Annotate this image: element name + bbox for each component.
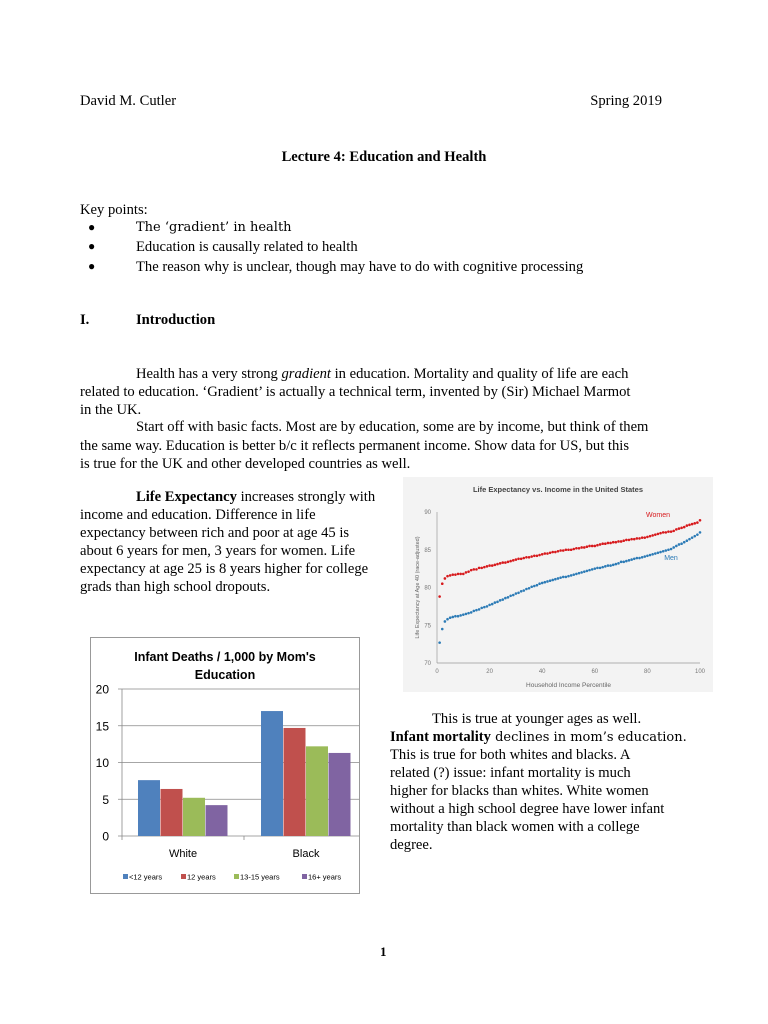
data-point-women xyxy=(638,537,641,540)
bold-term: Infant mortality xyxy=(390,729,491,745)
data-point-women xyxy=(575,547,578,550)
data-point-women xyxy=(559,549,562,552)
data-point-men xyxy=(594,567,597,570)
text: Health has a very strong xyxy=(136,366,282,382)
data-point-women xyxy=(596,544,599,547)
data-point-men xyxy=(580,571,583,574)
data-point-women xyxy=(501,561,504,564)
data-point-men xyxy=(546,580,549,583)
data-point-women xyxy=(578,547,581,550)
data-point-women xyxy=(507,561,510,564)
paragraph-line: This is true at younger ages as well. xyxy=(432,711,642,727)
paragraph-line xyxy=(136,488,375,506)
bullet-icon: ● xyxy=(88,220,96,234)
data-point-women xyxy=(683,526,686,529)
data-point-women xyxy=(496,563,499,566)
data-point-men xyxy=(578,572,581,575)
lecture-title: Lecture 4: Education and Health xyxy=(281,149,487,165)
data-point-women xyxy=(478,567,481,570)
data-point-women xyxy=(467,570,470,573)
bar-black xyxy=(261,711,283,836)
data-point-women xyxy=(533,554,536,557)
data-point-women xyxy=(601,542,604,545)
data-point-men xyxy=(451,616,454,619)
data-point-men xyxy=(628,559,631,562)
data-point-women xyxy=(522,557,525,560)
data-point-men xyxy=(483,606,486,609)
data-point-women xyxy=(686,524,689,527)
data-point-women xyxy=(591,545,594,548)
author: David M. Cutler xyxy=(80,93,177,109)
data-point-men xyxy=(654,552,657,555)
data-point-women xyxy=(465,571,468,574)
data-point-men xyxy=(530,585,533,588)
data-point-women xyxy=(483,566,486,569)
data-point-men xyxy=(438,641,441,644)
data-point-women xyxy=(636,537,639,540)
emphasis: gradient xyxy=(281,366,331,382)
data-point-men xyxy=(617,562,620,565)
data-point-women xyxy=(512,559,515,562)
term: Spring 2019 xyxy=(590,93,662,109)
x-tick-label: 60 xyxy=(591,669,599,675)
data-point-men xyxy=(680,542,683,545)
data-point-men xyxy=(565,576,568,579)
data-point-men xyxy=(567,575,570,578)
data-point-men xyxy=(596,567,599,570)
data-point-women xyxy=(567,548,570,551)
paragraph-line: is true for the UK and other developed countries as well. xyxy=(80,456,411,472)
data-point-men xyxy=(662,550,665,553)
data-point-women xyxy=(536,554,539,557)
data-point-men xyxy=(612,564,615,567)
bar-white xyxy=(183,798,205,836)
data-point-women xyxy=(691,523,694,526)
data-point-women xyxy=(607,542,610,545)
data-point-men xyxy=(688,538,691,541)
data-point-men xyxy=(622,561,625,564)
data-point-men xyxy=(486,605,489,608)
bullet-icon: ● xyxy=(88,259,96,273)
data-point-men xyxy=(525,588,528,591)
data-point-men xyxy=(491,603,494,606)
data-point-women xyxy=(667,530,670,533)
data-point-men xyxy=(454,615,457,618)
legend-label: <12 years xyxy=(129,872,163,882)
data-point-women xyxy=(494,564,497,567)
infant-deaths-bar-chart xyxy=(90,637,360,894)
data-point-men xyxy=(473,610,476,613)
text: in education. Mortality and quality of life are each xyxy=(330,366,629,382)
bar-white xyxy=(161,789,183,836)
data-point-men xyxy=(446,618,449,621)
data-point-women xyxy=(572,548,575,551)
data-point-men xyxy=(557,577,560,580)
data-point-men xyxy=(501,598,504,601)
data-point-men xyxy=(509,595,512,598)
data-point-women xyxy=(491,564,494,567)
series-label-men: Men xyxy=(664,555,678,562)
paragraph-line xyxy=(390,728,687,747)
data-point-women xyxy=(449,574,452,577)
data-point-men xyxy=(538,582,541,585)
data-point-women xyxy=(515,558,518,561)
data-point-men xyxy=(457,615,460,618)
data-point-women xyxy=(554,551,557,554)
paragraph-line: in the UK. xyxy=(80,402,142,418)
data-point-women xyxy=(693,522,696,525)
data-point-men xyxy=(638,557,641,560)
data-point-men xyxy=(588,569,591,572)
y-tick-label: 80 xyxy=(424,585,431,592)
data-point-men xyxy=(691,536,694,539)
data-point-men xyxy=(630,558,633,561)
data-point-women xyxy=(609,542,612,545)
data-point-women xyxy=(672,530,675,533)
bullet-icon: ● xyxy=(88,239,96,253)
data-point-men xyxy=(572,573,575,576)
paragraph-line: This is true for both whites and blacks. A xyxy=(390,747,631,763)
data-point-men xyxy=(625,560,628,563)
data-point-women xyxy=(617,540,620,543)
x-axis-label: Household Income Percentile xyxy=(526,682,611,689)
chart-title: Life Expectancy vs. Income in the United States xyxy=(472,485,644,494)
data-point-men xyxy=(512,594,515,597)
y-tick-label: 85 xyxy=(424,547,431,554)
data-point-women xyxy=(454,573,457,576)
data-point-men xyxy=(544,581,547,584)
data-point-women xyxy=(451,573,454,576)
data-point-men xyxy=(678,543,681,546)
data-point-women xyxy=(459,573,462,576)
legend-swatch xyxy=(123,874,128,879)
y-tick-label: 90 xyxy=(424,510,431,516)
data-point-men xyxy=(507,596,510,599)
page-number: 1 xyxy=(380,944,387,959)
x-tick-label: 0 xyxy=(435,669,439,675)
data-point-women xyxy=(441,582,444,585)
data-point-women xyxy=(643,536,646,539)
bar-white xyxy=(206,805,228,836)
category-label: White xyxy=(168,848,198,860)
paragraph-line: Start off with basic facts. Most are by education, some are by income, but think of them xyxy=(136,419,649,435)
paragraph-line: grads than high school dropouts. xyxy=(80,579,271,595)
data-point-women xyxy=(659,532,662,535)
data-point-women xyxy=(696,521,699,524)
data-point-men xyxy=(607,564,610,567)
data-point-men xyxy=(659,551,662,554)
paragraph-line: about 6 years for men, 3 years for women. Life xyxy=(80,543,356,559)
data-point-men xyxy=(586,570,589,573)
data-point-women xyxy=(457,573,460,576)
data-point-women xyxy=(628,539,631,542)
data-point-women xyxy=(557,550,560,553)
data-point-women xyxy=(612,541,615,544)
data-point-men xyxy=(536,584,539,587)
data-point-women xyxy=(473,568,476,571)
data-point-men xyxy=(480,607,483,610)
data-point-men xyxy=(551,579,554,582)
life-expectancy-scatter-chart xyxy=(403,477,713,692)
bold-term: Life Expectancy xyxy=(136,489,237,505)
category-label: Black xyxy=(292,848,320,860)
bar-white xyxy=(138,780,160,836)
data-point-women xyxy=(583,546,586,549)
y-tick-label: 75 xyxy=(424,623,431,630)
data-point-women xyxy=(586,545,589,548)
data-point-women xyxy=(646,536,649,539)
key-point: The ‘gradient’ in health xyxy=(136,220,292,235)
data-point-women xyxy=(570,548,573,551)
y-tick-label: 0 xyxy=(102,829,109,844)
data-point-men xyxy=(475,609,478,612)
data-point-women xyxy=(541,553,544,556)
data-point-women xyxy=(480,567,483,570)
data-point-men xyxy=(601,566,604,569)
data-point-women xyxy=(588,545,591,548)
data-point-women xyxy=(678,527,681,530)
data-point-men xyxy=(657,551,660,554)
data-point-women xyxy=(462,573,465,576)
data-point-men xyxy=(504,597,507,600)
data-point-women xyxy=(657,533,660,536)
data-point-men xyxy=(665,549,668,552)
paragraph-line: mortality than black women with a college xyxy=(390,819,640,835)
data-point-men xyxy=(636,557,639,560)
data-point-women xyxy=(528,556,531,559)
key-point: Education is causally related to health xyxy=(136,239,358,255)
data-point-women xyxy=(651,534,654,537)
data-point-men xyxy=(467,612,470,615)
data-point-women xyxy=(486,565,489,568)
legend-label: 16+ years xyxy=(308,872,342,882)
paragraph-line: related (?) issue: infant mortality is much xyxy=(390,765,631,781)
data-point-men xyxy=(541,582,544,585)
data-point-women xyxy=(509,560,512,563)
data-point-men xyxy=(646,554,649,557)
data-point-women xyxy=(551,551,554,554)
y-tick-label: 15 xyxy=(95,719,109,734)
data-point-men xyxy=(470,611,473,614)
data-point-men xyxy=(609,564,612,567)
data-point-men xyxy=(693,535,696,538)
section-number: I. xyxy=(80,312,90,328)
legend-swatch xyxy=(181,874,186,879)
data-point-men xyxy=(517,591,520,594)
x-tick-label: 20 xyxy=(486,669,493,675)
y-axis-label: Life Expectancy at Age 40 (race-adjusted) xyxy=(415,536,421,639)
data-point-men xyxy=(520,590,523,593)
data-point-women xyxy=(538,554,541,557)
paragraph-line: related to education. ‘Gradient’ is actually a technical term, invented by (Sir) Michael Marmot xyxy=(80,384,631,400)
bar-black xyxy=(284,728,306,836)
data-point-women xyxy=(565,548,568,551)
y-tick-label: 5 xyxy=(102,792,109,807)
data-point-men xyxy=(667,548,670,551)
series-label-women: Women xyxy=(646,512,670,519)
data-point-women xyxy=(670,530,673,533)
data-point-women xyxy=(622,539,625,542)
data-point-women xyxy=(530,555,533,558)
paragraph-line: without a high school degree have lower infant xyxy=(390,801,665,817)
data-point-men xyxy=(672,546,675,549)
data-point-men xyxy=(462,613,465,616)
data-point-men xyxy=(683,541,686,544)
data-point-men xyxy=(562,576,565,579)
data-point-men xyxy=(675,545,678,548)
data-point-women xyxy=(599,543,602,546)
data-point-women xyxy=(604,542,607,545)
data-point-men xyxy=(549,579,552,582)
data-point-women xyxy=(654,533,657,536)
y-tick-label: 10 xyxy=(95,756,109,770)
chart-title: Education xyxy=(194,668,256,682)
paragraph-line xyxy=(136,365,628,383)
section-title: Introduction xyxy=(136,312,216,328)
y-tick-label: 20 xyxy=(95,682,109,697)
legend-label: 12 years xyxy=(187,872,216,882)
data-point-men xyxy=(575,573,578,576)
text: declines in mom’s education. xyxy=(490,730,687,745)
data-point-women xyxy=(594,545,597,548)
x-tick-label: 40 xyxy=(538,669,546,675)
paragraph-line: higher for blacks than whites. White women xyxy=(390,783,649,799)
data-point-men xyxy=(528,587,531,590)
data-point-men xyxy=(651,553,654,556)
data-point-women xyxy=(688,524,691,527)
paragraph-line: expectancy at age 25 is 8 years higher for college xyxy=(80,561,369,577)
data-point-women xyxy=(675,528,678,531)
data-point-men xyxy=(670,548,673,551)
data-point-women xyxy=(633,538,636,541)
data-point-men xyxy=(533,585,536,588)
data-point-women xyxy=(546,552,549,555)
data-point-men xyxy=(591,568,594,571)
data-point-men xyxy=(444,620,447,623)
data-point-women xyxy=(520,558,523,561)
x-tick-label: 100 xyxy=(694,669,706,675)
data-point-women xyxy=(649,535,652,538)
data-point-women xyxy=(665,531,668,534)
data-point-men xyxy=(649,554,652,557)
data-point-men xyxy=(599,567,602,570)
data-point-women xyxy=(499,562,502,565)
data-point-men xyxy=(699,531,702,534)
data-point-women xyxy=(488,564,491,567)
data-point-women xyxy=(470,569,473,572)
bar-black xyxy=(329,753,351,836)
data-point-women xyxy=(444,577,447,580)
data-point-women xyxy=(446,575,449,578)
data-point-women xyxy=(504,561,507,564)
data-point-men xyxy=(522,589,525,592)
data-point-women xyxy=(438,595,441,598)
bar-black xyxy=(306,746,328,836)
data-point-men xyxy=(559,576,562,579)
legend-swatch xyxy=(234,874,239,879)
data-point-women xyxy=(562,549,565,552)
paragraph-line: income and education. Difference in life xyxy=(80,507,316,523)
data-point-men xyxy=(620,561,623,564)
data-point-women xyxy=(525,556,528,559)
legend-swatch xyxy=(302,874,307,879)
paragraph-line: expectancy between rich and poor at age 45 is xyxy=(80,525,350,541)
data-point-men xyxy=(643,555,646,558)
data-point-women xyxy=(475,568,478,571)
data-point-women xyxy=(544,552,547,555)
key-point: The reason why is unclear, though may have to do with cognitive processing xyxy=(136,259,584,275)
data-point-women xyxy=(625,539,628,542)
data-point-men xyxy=(494,601,497,604)
text: increases strongly with xyxy=(236,489,376,505)
data-point-men xyxy=(696,533,699,536)
data-point-men xyxy=(478,608,481,611)
data-point-men xyxy=(441,628,444,631)
data-point-women xyxy=(662,531,665,534)
data-point-men xyxy=(554,578,557,581)
data-point-men xyxy=(449,616,452,619)
data-point-women xyxy=(699,519,702,522)
legend-label: 13-15 years xyxy=(240,872,280,882)
data-point-women xyxy=(630,538,633,541)
data-point-men xyxy=(499,599,502,602)
data-point-women xyxy=(680,527,683,530)
data-point-men xyxy=(496,601,499,604)
data-point-men xyxy=(515,592,518,595)
data-point-men xyxy=(465,613,468,616)
data-point-men xyxy=(641,556,644,559)
data-point-women xyxy=(580,546,583,549)
data-point-men xyxy=(583,570,586,573)
data-point-men xyxy=(488,604,491,607)
data-point-women xyxy=(620,540,623,543)
data-point-men xyxy=(459,614,462,617)
paragraph-line: degree. xyxy=(390,837,433,853)
data-point-men xyxy=(615,563,618,566)
data-point-women xyxy=(549,551,552,554)
data-point-men xyxy=(686,539,689,542)
key-points-label: Key points: xyxy=(80,202,148,218)
chart-title: Infant Deaths / 1,000 by Mom's xyxy=(134,650,316,664)
x-tick-label: 80 xyxy=(644,669,651,675)
data-point-women xyxy=(517,558,520,561)
y-tick-label: 70 xyxy=(424,661,431,667)
data-point-women xyxy=(641,536,644,539)
paragraph-line: the same way. Education is better b/c it reflects permanent income. Show data for US, but this xyxy=(80,438,630,454)
data-point-men xyxy=(633,558,636,561)
data-point-men xyxy=(604,565,607,568)
data-point-men xyxy=(570,574,573,577)
data-point-women xyxy=(615,541,618,544)
